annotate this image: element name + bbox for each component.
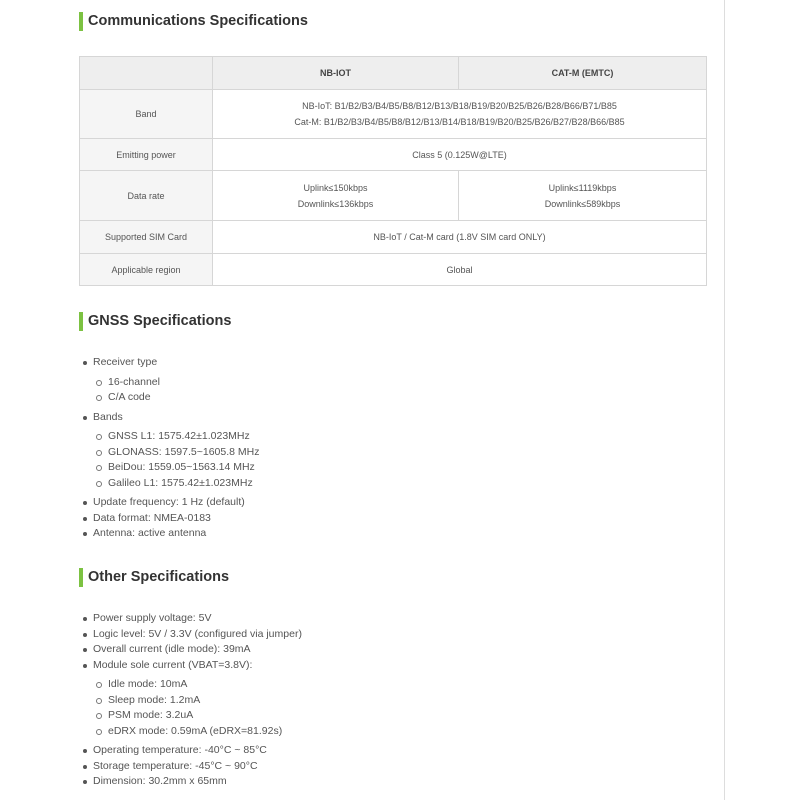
sim-value: NB-IoT / Cat-M card (1.8V SIM card ONLY) (213, 221, 707, 254)
table-row-band (80, 90, 707, 139)
comm-section-title: Communications Specifications (79, 12, 308, 31)
bands-item: GLONASS: 1597.5~1605.8 MHz (80, 445, 259, 461)
datarate-catm (459, 171, 707, 221)
list-item-module: Module sole current (VBAT=3.8V): (80, 658, 302, 674)
band-nbiot: NB-IoT: B1/B2/B3/B4/B5/B8/B12/B13/B18/B19/B20/B25/B26/B28/B66/B71/B85 (302, 101, 617, 111)
list-item-dimension: Dimension: 30.2mm x 65mm (80, 774, 302, 790)
list-item-antenna: Antenna: active antenna (80, 526, 259, 542)
table-row-emitting (80, 139, 707, 171)
band-catm: Cat-M: B1/B2/B3/B4/B5/B8/B12/B13/B14/B18/B19/B20/B25/B26/B27/B28/B66/B85 (294, 117, 625, 127)
sim-label: Supported SIM Card (80, 221, 213, 254)
receiver-item: 16-channel (80, 375, 259, 391)
list-item-receiver: Receiver type (80, 355, 259, 371)
table-header-row (80, 57, 707, 90)
content-right-border (724, 0, 725, 800)
bands-sublist-wrap (80, 429, 259, 491)
band-label: Band (80, 90, 213, 139)
band-value (213, 90, 707, 139)
module-item: Idle mode: 10mA (80, 677, 302, 693)
other-section-title: Other Specifications (79, 568, 229, 587)
module-sublist (80, 677, 302, 739)
bands-sublist (80, 429, 259, 491)
receiver-item: C/A code (80, 390, 259, 406)
list-item-op-temp: Operating temperature: -40°C ~ 85°C (80, 743, 302, 759)
table-row-datarate (80, 171, 707, 221)
region-label: Applicable region (80, 254, 213, 286)
list-item-logic: Logic level: 5V / 3.3V (configured via jumper) (80, 627, 302, 643)
receiver-sublist-wrap (80, 375, 259, 406)
list-item-update: Update frequency: 1 Hz (default) (80, 495, 259, 511)
datarate-catm-up: Uplink≤1119kbps (548, 182, 617, 193)
bands-item: GNSS L1: 1575.42±1.023MHz (80, 429, 259, 445)
header-empty (80, 57, 213, 90)
list-item-overall: Overall current (idle mode): 39mA (80, 642, 302, 658)
datarate-catm-down: Downlink≤589kbps (544, 198, 621, 209)
header-catm: CAT-M (EMTC) (459, 57, 707, 90)
other-spec-list (80, 611, 302, 790)
bands-item: Galileo L1: 1575.42±1.023MHz (80, 476, 259, 492)
emitting-value: Class 5 (0.125W@LTE) (213, 139, 707, 171)
bands-item: BeiDou: 1559.05~1563.14 MHz (80, 460, 259, 476)
list-item-format: Data format: NMEA-0183 (80, 511, 259, 527)
comm-spec-table (79, 56, 707, 286)
gnss-spec-list (80, 355, 259, 542)
region-value: Global (213, 254, 707, 286)
datarate-nbiot (213, 171, 459, 221)
module-item: PSM mode: 3.2uA (80, 708, 302, 724)
list-item-storage-temp: Storage temperature: -45°C ~ 90°C (80, 759, 302, 775)
list-item-bands: Bands (80, 410, 259, 426)
datarate-nbiot-down: Downlink≤136kbps (297, 198, 374, 209)
datarate-nbiot-up: Uplink≤150kbps (303, 182, 368, 193)
list-item-supply: Power supply voltage: 5V (80, 611, 302, 627)
table-row-sim (80, 221, 707, 254)
table-row-region (80, 254, 707, 286)
emitting-label: Emitting power (80, 139, 213, 171)
gnss-section-title: GNSS Specifications (79, 312, 231, 331)
module-sublist-wrap (80, 677, 302, 739)
header-nbiot: NB-IOT (213, 57, 459, 90)
module-item: Sleep mode: 1.2mA (80, 693, 302, 709)
module-item: eDRX mode: 0.59mA (eDRX=81.92s) (80, 724, 302, 740)
receiver-sublist (80, 375, 259, 406)
datarate-label: Data rate (80, 171, 213, 221)
